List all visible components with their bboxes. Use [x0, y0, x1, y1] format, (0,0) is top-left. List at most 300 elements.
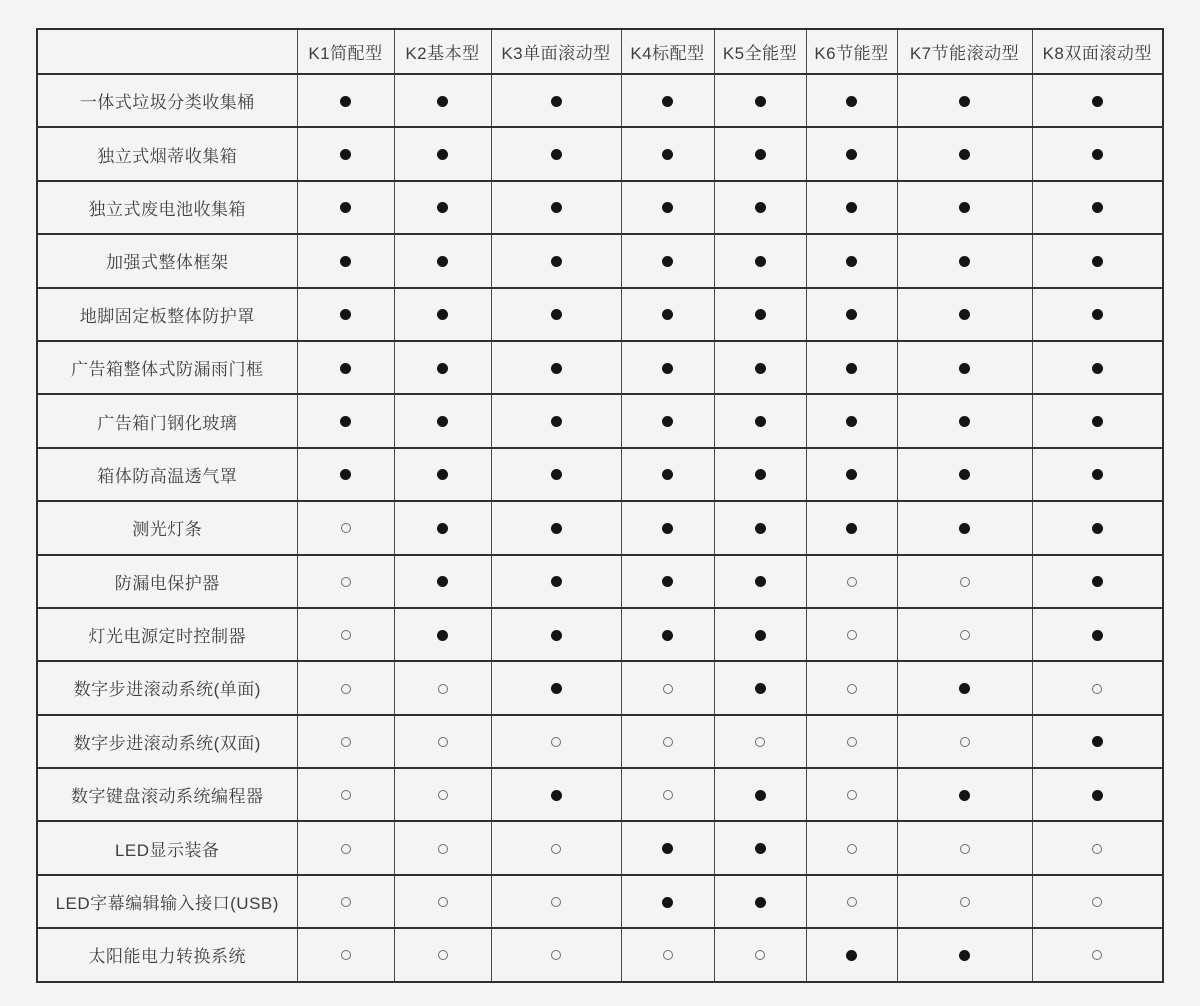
feature-excluded-icon	[960, 577, 970, 587]
feature-cell	[297, 555, 394, 608]
feature-cell	[806, 181, 897, 234]
feature-included-icon	[551, 96, 562, 107]
feature-included-icon	[846, 149, 857, 160]
feature-cell	[1032, 341, 1163, 394]
table-row	[37, 127, 1163, 180]
feature-cell	[297, 768, 394, 821]
feature-label: 地脚固定板整体防护罩	[37, 288, 297, 341]
feature-cell	[491, 288, 621, 341]
feature-included-icon	[551, 523, 562, 534]
feature-cell	[714, 715, 806, 768]
feature-cell	[714, 821, 806, 874]
feature-label: 广告箱门钢化玻璃	[37, 394, 297, 447]
feature-cell	[621, 875, 714, 928]
feature-included-icon	[1092, 630, 1103, 641]
feature-excluded-icon	[960, 737, 970, 747]
feature-included-icon	[437, 416, 448, 427]
feature-included-icon	[1092, 96, 1103, 107]
feature-included-icon	[662, 309, 673, 320]
table-row	[37, 875, 1163, 928]
feature-cell	[491, 501, 621, 554]
feature-cell	[897, 74, 1032, 127]
table-row	[37, 341, 1163, 394]
feature-cell	[1032, 608, 1163, 661]
feature-excluded-icon	[663, 684, 673, 694]
feature-cell	[806, 768, 897, 821]
feature-included-icon	[1092, 202, 1103, 213]
feature-included-icon	[959, 309, 970, 320]
feature-cell	[806, 555, 897, 608]
feature-excluded-icon	[341, 897, 351, 907]
feature-label: 防漏电保护器	[37, 555, 297, 608]
feature-label: 测光灯条	[37, 501, 297, 554]
feature-included-icon	[437, 202, 448, 213]
feature-included-icon	[846, 96, 857, 107]
feature-label: 箱体防高温透气罩	[37, 448, 297, 501]
table-row	[37, 74, 1163, 127]
feature-included-icon	[755, 843, 766, 854]
feature-included-icon	[340, 469, 351, 480]
feature-cell	[1032, 821, 1163, 874]
feature-cell	[806, 875, 897, 928]
feature-excluded-icon	[341, 844, 351, 854]
feature-included-icon	[755, 790, 766, 801]
feature-cell	[394, 608, 491, 661]
feature-excluded-icon	[663, 790, 673, 800]
feature-included-icon	[959, 523, 970, 534]
feature-excluded-icon	[341, 684, 351, 694]
table-row	[37, 234, 1163, 287]
feature-cell	[897, 501, 1032, 554]
feature-cell	[491, 928, 621, 981]
feature-cell	[621, 127, 714, 180]
feature-included-icon	[437, 469, 448, 480]
feature-label: 广告箱整体式防漏雨门框	[37, 341, 297, 394]
table-row	[37, 715, 1163, 768]
feature-excluded-icon	[960, 897, 970, 907]
feature-included-icon	[959, 469, 970, 480]
feature-included-icon	[1092, 363, 1103, 374]
feature-cell	[394, 501, 491, 554]
feature-cell	[491, 341, 621, 394]
feature-cell	[806, 608, 897, 661]
feature-cell	[621, 394, 714, 447]
feature-cell	[621, 608, 714, 661]
feature-excluded-icon	[551, 897, 561, 907]
feature-included-icon	[959, 149, 970, 160]
feature-included-icon	[551, 790, 562, 801]
feature-label: 加强式整体框架	[37, 234, 297, 287]
feature-cell	[621, 448, 714, 501]
feature-included-icon	[662, 523, 673, 534]
feature-label: 独立式废电池收集箱	[37, 181, 297, 234]
feature-excluded-icon	[341, 523, 351, 533]
feature-excluded-icon	[551, 950, 561, 960]
feature-included-icon	[551, 309, 562, 320]
feature-cell	[297, 394, 394, 447]
feature-excluded-icon	[438, 684, 448, 694]
feature-cell	[491, 715, 621, 768]
feature-cell	[297, 448, 394, 501]
feature-included-icon	[340, 309, 351, 320]
feature-cell	[897, 875, 1032, 928]
feature-cell	[1032, 555, 1163, 608]
feature-cell	[621, 234, 714, 287]
feature-cell	[897, 288, 1032, 341]
feature-label: LED字幕编辑输入接口(USB)	[37, 875, 297, 928]
corner-cell	[37, 29, 297, 74]
feature-included-icon	[755, 469, 766, 480]
column-header-k4: K4标配型	[621, 29, 714, 74]
feature-cell	[897, 928, 1032, 981]
feature-included-icon	[846, 256, 857, 267]
feature-included-icon	[437, 576, 448, 587]
feature-cell	[491, 661, 621, 714]
feature-included-icon	[959, 202, 970, 213]
feature-cell	[491, 448, 621, 501]
feature-cell	[621, 768, 714, 821]
feature-included-icon	[1092, 790, 1103, 801]
feature-cell	[806, 661, 897, 714]
feature-label: 数字键盘滚动系统编程器	[37, 768, 297, 821]
feature-cell	[297, 234, 394, 287]
table-header	[37, 29, 1163, 74]
feature-included-icon	[662, 149, 673, 160]
feature-cell	[394, 74, 491, 127]
feature-included-icon	[959, 363, 970, 374]
feature-cell	[621, 74, 714, 127]
table-row	[37, 608, 1163, 661]
feature-included-icon	[437, 309, 448, 320]
feature-label: 太阳能电力转换系统	[37, 928, 297, 981]
feature-cell	[621, 341, 714, 394]
feature-included-icon	[340, 416, 351, 427]
feature-cell	[297, 74, 394, 127]
feature-included-icon	[846, 416, 857, 427]
feature-cell	[297, 928, 394, 981]
feature-cell	[806, 127, 897, 180]
feature-included-icon	[551, 630, 562, 641]
feature-cell	[714, 234, 806, 287]
feature-included-icon	[437, 96, 448, 107]
feature-excluded-icon	[438, 950, 448, 960]
feature-included-icon	[846, 363, 857, 374]
table-row	[37, 821, 1163, 874]
feature-included-icon	[959, 950, 970, 961]
column-header-k6: K6节能型	[806, 29, 897, 74]
feature-cell	[491, 127, 621, 180]
feature-excluded-icon	[755, 950, 765, 960]
feature-included-icon	[1092, 736, 1103, 747]
feature-included-icon	[437, 256, 448, 267]
feature-included-icon	[959, 416, 970, 427]
feature-included-icon	[846, 469, 857, 480]
feature-included-icon	[662, 630, 673, 641]
feature-cell	[1032, 448, 1163, 501]
feature-included-icon	[755, 630, 766, 641]
feature-cell	[897, 608, 1032, 661]
feature-cell	[297, 715, 394, 768]
feature-cell	[1032, 661, 1163, 714]
feature-cell	[394, 928, 491, 981]
feature-cell	[491, 875, 621, 928]
feature-included-icon	[662, 469, 673, 480]
feature-cell	[297, 608, 394, 661]
feature-excluded-icon	[341, 737, 351, 747]
feature-cell	[806, 501, 897, 554]
feature-included-icon	[437, 523, 448, 534]
feature-included-icon	[662, 96, 673, 107]
feature-cell	[897, 768, 1032, 821]
feature-included-icon	[437, 630, 448, 641]
feature-included-icon	[959, 683, 970, 694]
feature-included-icon	[1092, 309, 1103, 320]
feature-cell	[714, 288, 806, 341]
feature-cell	[1032, 928, 1163, 981]
feature-included-icon	[662, 416, 673, 427]
feature-included-icon	[662, 843, 673, 854]
feature-cell	[1032, 74, 1163, 127]
feature-excluded-icon	[960, 844, 970, 854]
feature-cell	[394, 394, 491, 447]
feature-included-icon	[846, 523, 857, 534]
feature-excluded-icon	[847, 897, 857, 907]
feature-cell	[297, 875, 394, 928]
table-row	[37, 555, 1163, 608]
table-row	[37, 288, 1163, 341]
feature-excluded-icon	[438, 737, 448, 747]
feature-cell	[394, 555, 491, 608]
feature-included-icon	[846, 950, 857, 961]
feature-cell	[1032, 181, 1163, 234]
feature-excluded-icon	[341, 790, 351, 800]
feature-included-icon	[551, 363, 562, 374]
feature-cell	[714, 74, 806, 127]
feature-excluded-icon	[1092, 897, 1102, 907]
table-row	[37, 928, 1163, 981]
feature-cell	[1032, 394, 1163, 447]
feature-cell	[621, 715, 714, 768]
feature-included-icon	[340, 363, 351, 374]
feature-included-icon	[1092, 523, 1103, 534]
feature-cell	[491, 608, 621, 661]
feature-cell	[394, 768, 491, 821]
feature-included-icon	[755, 363, 766, 374]
feature-cell	[806, 394, 897, 447]
feature-cell	[621, 501, 714, 554]
feature-included-icon	[755, 523, 766, 534]
feature-cell	[394, 288, 491, 341]
feature-cell	[897, 661, 1032, 714]
feature-included-icon	[755, 416, 766, 427]
feature-cell	[1032, 288, 1163, 341]
feature-included-icon	[755, 149, 766, 160]
feature-label: 灯光电源定时控制器	[37, 608, 297, 661]
table-row	[37, 768, 1163, 821]
feature-included-icon	[340, 96, 351, 107]
feature-cell	[394, 875, 491, 928]
feature-cell	[491, 234, 621, 287]
feature-included-icon	[551, 683, 562, 694]
feature-included-icon	[959, 790, 970, 801]
feature-cell	[491, 394, 621, 447]
feature-included-icon	[662, 363, 673, 374]
feature-included-icon	[1092, 256, 1103, 267]
feature-cell	[621, 181, 714, 234]
feature-excluded-icon	[847, 844, 857, 854]
feature-included-icon	[755, 96, 766, 107]
column-header-k8: K8双面滚动型	[1032, 29, 1163, 74]
feature-excluded-icon	[551, 844, 561, 854]
feature-excluded-icon	[438, 790, 448, 800]
feature-excluded-icon	[847, 737, 857, 747]
feature-cell	[714, 928, 806, 981]
feature-cell	[806, 821, 897, 874]
feature-cell	[394, 341, 491, 394]
column-header-k3: K3单面滚动型	[491, 29, 621, 74]
feature-cell	[491, 555, 621, 608]
feature-included-icon	[959, 256, 970, 267]
feature-cell	[621, 661, 714, 714]
feature-included-icon	[959, 96, 970, 107]
feature-cell	[394, 715, 491, 768]
feature-included-icon	[340, 256, 351, 267]
feature-included-icon	[846, 202, 857, 213]
feature-cell	[806, 74, 897, 127]
table-row	[37, 181, 1163, 234]
feature-cell	[714, 181, 806, 234]
feature-included-icon	[551, 202, 562, 213]
feature-cell	[1032, 768, 1163, 821]
feature-cell	[297, 181, 394, 234]
feature-cell	[491, 181, 621, 234]
feature-excluded-icon	[1092, 684, 1102, 694]
feature-cell	[806, 234, 897, 287]
feature-included-icon	[551, 576, 562, 587]
feature-cell	[491, 768, 621, 821]
feature-cell	[394, 181, 491, 234]
feature-included-icon	[755, 897, 766, 908]
feature-cell	[297, 288, 394, 341]
feature-included-icon	[662, 256, 673, 267]
feature-cell	[394, 234, 491, 287]
feature-excluded-icon	[847, 630, 857, 640]
feature-included-icon	[662, 897, 673, 908]
feature-excluded-icon	[847, 790, 857, 800]
feature-cell	[806, 341, 897, 394]
feature-included-icon	[1092, 576, 1103, 587]
header-row	[37, 29, 1163, 74]
feature-included-icon	[551, 469, 562, 480]
feature-excluded-icon	[341, 630, 351, 640]
feature-included-icon	[755, 576, 766, 587]
feature-excluded-icon	[341, 950, 351, 960]
feature-excluded-icon	[663, 950, 673, 960]
table-row	[37, 661, 1163, 714]
feature-cell	[897, 555, 1032, 608]
feature-excluded-icon	[755, 737, 765, 747]
feature-cell	[621, 555, 714, 608]
feature-cell	[491, 74, 621, 127]
feature-cell	[806, 928, 897, 981]
feature-cell	[394, 821, 491, 874]
table-row	[37, 448, 1163, 501]
feature-cell	[1032, 715, 1163, 768]
feature-cell	[297, 341, 394, 394]
feature-cell	[897, 127, 1032, 180]
feature-included-icon	[551, 256, 562, 267]
feature-cell	[897, 821, 1032, 874]
feature-cell	[394, 448, 491, 501]
feature-label: 一体式垃圾分类收集桶	[37, 74, 297, 127]
feature-included-icon	[755, 309, 766, 320]
feature-cell	[714, 341, 806, 394]
feature-cell	[714, 501, 806, 554]
feature-cell	[621, 288, 714, 341]
feature-included-icon	[437, 363, 448, 374]
feature-included-icon	[755, 256, 766, 267]
feature-label: 数字步进滚动系统(单面)	[37, 661, 297, 714]
feature-included-icon	[551, 149, 562, 160]
feature-cell	[714, 768, 806, 821]
feature-cell	[621, 821, 714, 874]
feature-cell	[897, 715, 1032, 768]
feature-excluded-icon	[341, 577, 351, 587]
feature-label: 数字步进滚动系统(双面)	[37, 715, 297, 768]
column-header-k2: K2基本型	[394, 29, 491, 74]
feature-included-icon	[340, 202, 351, 213]
feature-cell	[714, 661, 806, 714]
column-header-k7: K7节能滚动型	[897, 29, 1032, 74]
feature-cell	[1032, 234, 1163, 287]
feature-cell	[621, 928, 714, 981]
feature-cell	[714, 127, 806, 180]
feature-included-icon	[662, 202, 673, 213]
feature-included-icon	[662, 576, 673, 587]
feature-cell	[1032, 127, 1163, 180]
feature-excluded-icon	[551, 737, 561, 747]
feature-cell	[491, 821, 621, 874]
feature-cell	[806, 288, 897, 341]
feature-cell	[897, 234, 1032, 287]
column-header-k5: K5全能型	[714, 29, 806, 74]
feature-cell	[297, 127, 394, 180]
feature-cell	[714, 875, 806, 928]
feature-cell	[806, 715, 897, 768]
table-row	[37, 394, 1163, 447]
feature-cell	[806, 448, 897, 501]
feature-cell	[394, 127, 491, 180]
feature-cell	[714, 394, 806, 447]
feature-included-icon	[551, 416, 562, 427]
feature-cell	[897, 341, 1032, 394]
feature-cell	[297, 661, 394, 714]
model-feature-comparison-table	[36, 28, 1164, 983]
feature-included-icon	[1092, 416, 1103, 427]
table-row	[37, 501, 1163, 554]
feature-excluded-icon	[960, 630, 970, 640]
feature-cell	[297, 821, 394, 874]
feature-excluded-icon	[438, 844, 448, 854]
feature-included-icon	[755, 683, 766, 694]
feature-included-icon	[755, 202, 766, 213]
feature-cell	[714, 448, 806, 501]
feature-excluded-icon	[438, 897, 448, 907]
feature-included-icon	[1092, 149, 1103, 160]
feature-included-icon	[1092, 469, 1103, 480]
feature-cell	[394, 661, 491, 714]
feature-cell	[714, 608, 806, 661]
